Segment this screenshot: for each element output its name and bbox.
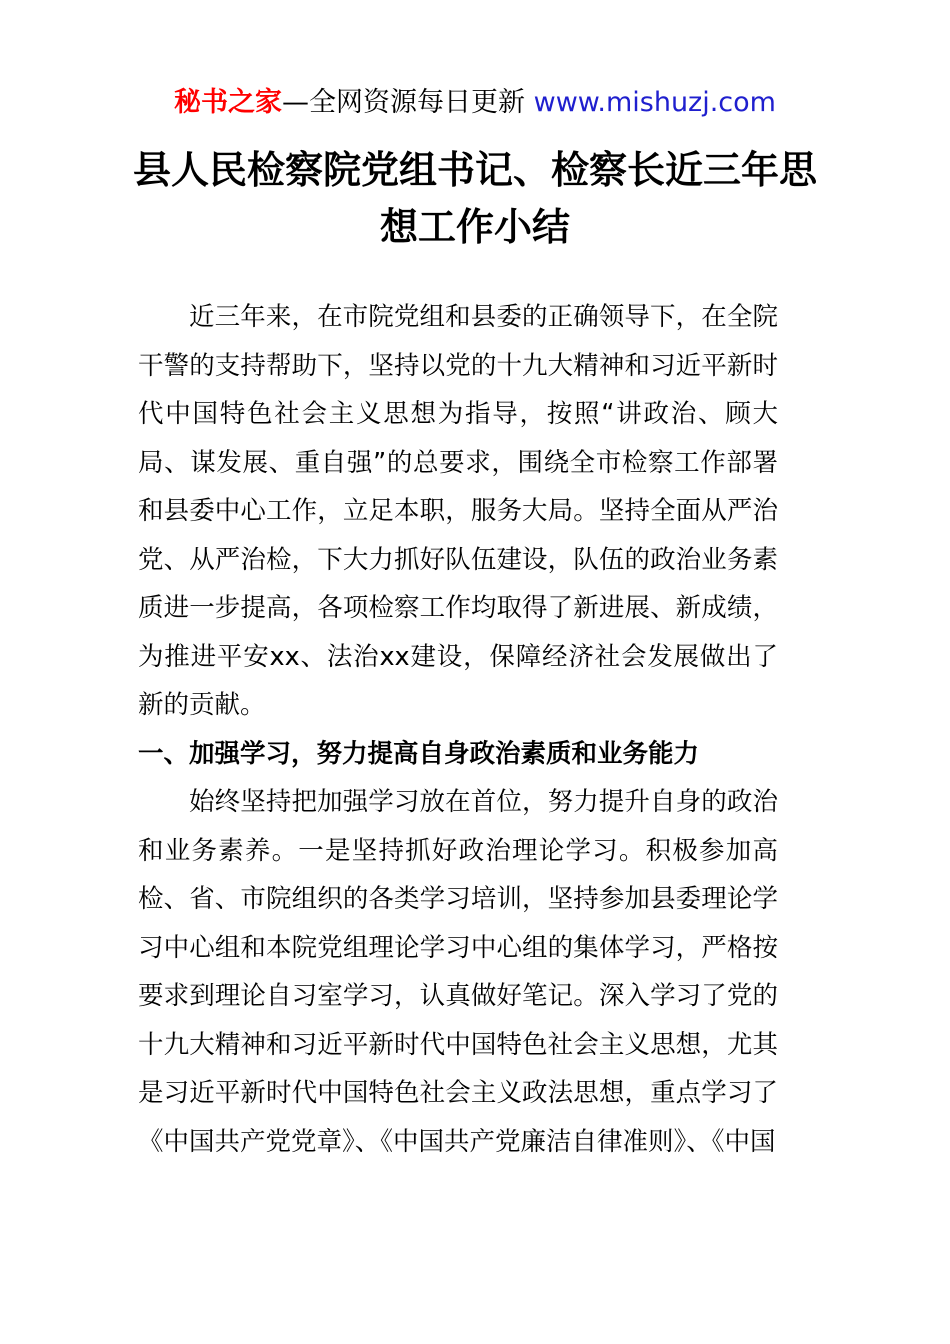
- document-title-line1: 县人民检察院党组书记、检察长近三年思: [132, 148, 817, 192]
- document-title: [0, 142, 950, 256]
- document-body: [0, 293, 950, 1166]
- site-tagline: —全网资源每日更新: [282, 87, 534, 118]
- paragraph-intro: 近三年来，在市院党组和县委的正确领导下，在全院干警的支持帮助下，坚持以党的十九大精神和习近平新时代中国特色社会主义思想为指导，按照“讲政治、顾大局、谋发展、重自强”的总要求，围绕全市检察工作部署和县委中心工作，立足本职，服务大局。坚持全面从严治党、从严治检，下大力抓好队伍建设，队伍的政治业务素质进一步提高，各项检察工作均取得了新进展、新成绩，为推进平安xx、法治xx建设，保障经济社会发展做出了新的贡献。: [138, 302, 778, 720]
- site-url-link[interactable]: www.mishuzj.com: [533, 87, 776, 118]
- section-heading-1: 一、加强学习，努力提高自身政治素质和业务能力: [138, 738, 700, 769]
- document-title-line2: 想工作小结: [379, 205, 570, 249]
- paragraph-section-1: 始终坚持把加强学习放在首位，努力提升自身的政治和业务素养。一是坚持抓好政治理论学习。积极参加高检、省、市院组织的各类学习培训，坚持参加县委理论学习中心组和本院党组理论学习中心组的集体学习，严格按要求到理论自习室学习，认真做好笔记。深入学习了党的十九大精神和习近平新时代中国特色社会主义思想，尤其是习近平新时代中国特色社会主义政法思想，重点学习了《中国共产党党章》、《中国共产党廉洁自律准则》、《中国: [138, 787, 778, 1157]
- site-header: [0, 0, 950, 122]
- site-brand: 秘书之家: [174, 87, 283, 118]
